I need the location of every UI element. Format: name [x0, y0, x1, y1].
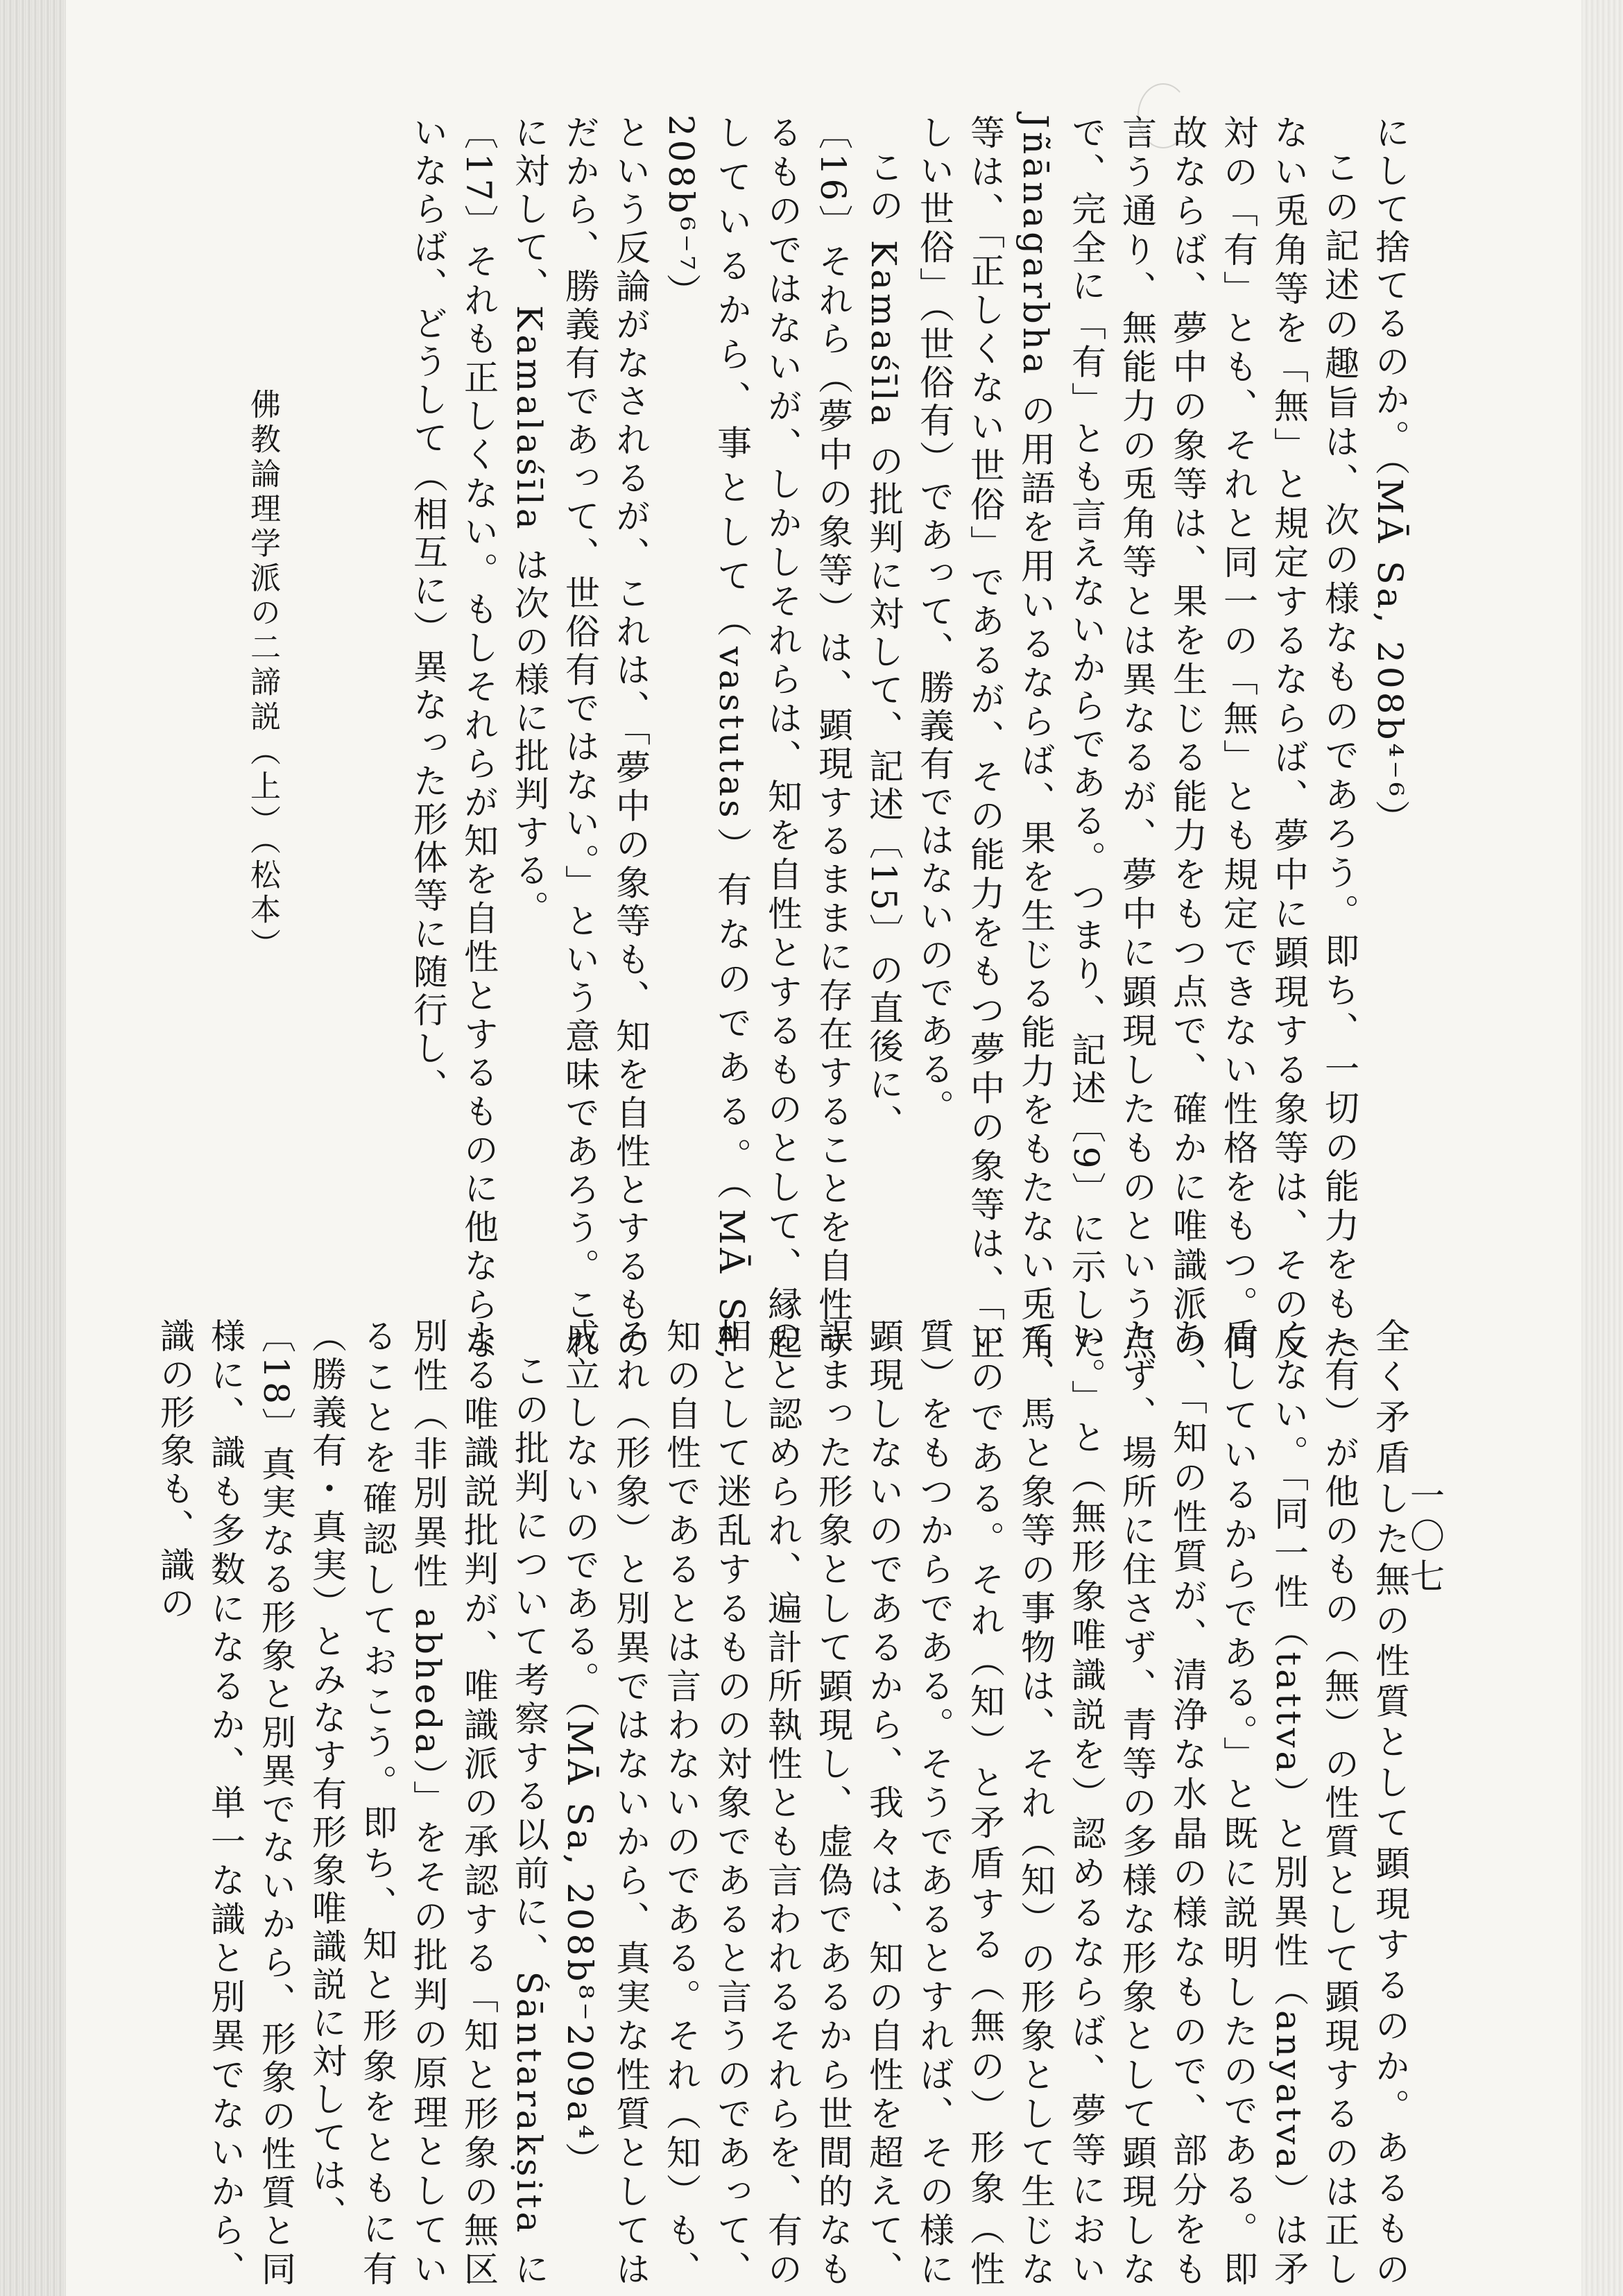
- running-title: 佛教論理学派の二諦説（上）（松本）: [245, 388, 280, 963]
- upper-text-block: [408, 114, 1415, 1364]
- paragraph: この記述の趣旨は、次の様なものであろう。即ち、一切の能力をもたない兎角等を「無」と規定するならば、夢中に顕現する象等は、その反対の「有」とも、それと同一の「無」とも規定できない性格をもつ。何故ならば、夢中の象等は、果を生じる能力をもつ点で、確かに唯識派の言う通り、無能力の兎角等とは異なるが、夢中に顕現したものという点で、完全に「有」とも言えないからである。つまり、記述〔9〕に示した Jñānagarbha の用語を用いるならば、果を生じる能力をもたない兎角等は、「正しくない世俗」であるが、その能力をもつ夢中の象等は、「正しい世俗」（世俗有）であって、勝義有ではないのである。: [914, 114, 1359, 1364]
- paragraph: という反論がなされるが、これは、「夢中の象等も、知を自性とするものだから、勝義有であって、世俗有ではない。」という意味であろう。これに対して、Kamalaśīla は次の様に批判する。: [509, 114, 651, 1363]
- paragraph: 全く矛盾した無の性質として顕現するのか。あるもの（有）が他のもの（無）の性質として顕現するのは正しくない。「同一性（tattva）と別異性（anyatva）は矛盾しているからである。」と既に説明したのである。即ち、「知の性質が、清浄な水晶の様なもので、部分をもたず、場所に住さず、青等の多様な形象として顕現しない。」と（無形象唯識説を）認めるならば、夢等において、馬と象等の事物は、それ（知）の形象として生じないのである。それ（知）と矛盾する（無の）形象（性質）をもつからである。そうであるとすれば、その様に顕現しないのであるから、我々は、知の自性を超えて、誤まった形象として顕現し、虚偽であるから世間的なものと認められ、遍計所執性とも言われるそれらを、有の相として迷乱するものの対象であると言うのであって、知の自性であるとは言わないのである。それ（知）も、それ（形象）と別異ではないから、真実な性質としては成立しないのである。（MĀ Sa, 208b⁸⁻209a⁴）: [560, 1318, 1410, 2289]
- paragraph: この Kamaśīla の批判に対して、記述〔15〕の直後に、: [864, 149, 904, 1143]
- scan-shadow-right: [1581, 0, 1623, 2296]
- quotation-18: 〔18〕真実なる形象と別異でないから、形象の性質と同様に、識も多数になるか、単一な識と別異でないから、識の形象も、識の: [155, 1318, 296, 2289]
- quotation-16: 〔16〕それら（夢中の象等）は、顕現するままに存在することを自性するものではないが、しかしそれらは、知を自性とするものとして、縁起しているから、事として（vastutas）有なのである。（MĀ Sa, 208b⁶⁻⁷）: [661, 114, 853, 1363]
- paragraph: にして捨てるのか。（MĀ Sa, 208b⁴⁻⁶）: [1370, 114, 1410, 838]
- scan-shadow-left: [0, 0, 66, 2296]
- page-number: 一〇七: [1405, 1477, 1445, 1598]
- paragraph: この批判について考察する以前に、Śāntarakṣita による唯識説批判が、唯識派の承認する「知と形象の無区別性（非別異性 abheda）」をその批判の原理としていることを確認しておこう。即ち、知と形象をともに有（勝義有・真実）とみなす有形象唯識説に対しては、: [307, 1318, 549, 2289]
- quotation-17: 〔17〕それも正しくない。もしそれらが知を自性とするものに他ならないならば、どうして（相互に）異なった形体等に随行し、: [408, 114, 499, 1363]
- lower-text-block: [155, 1318, 1415, 2289]
